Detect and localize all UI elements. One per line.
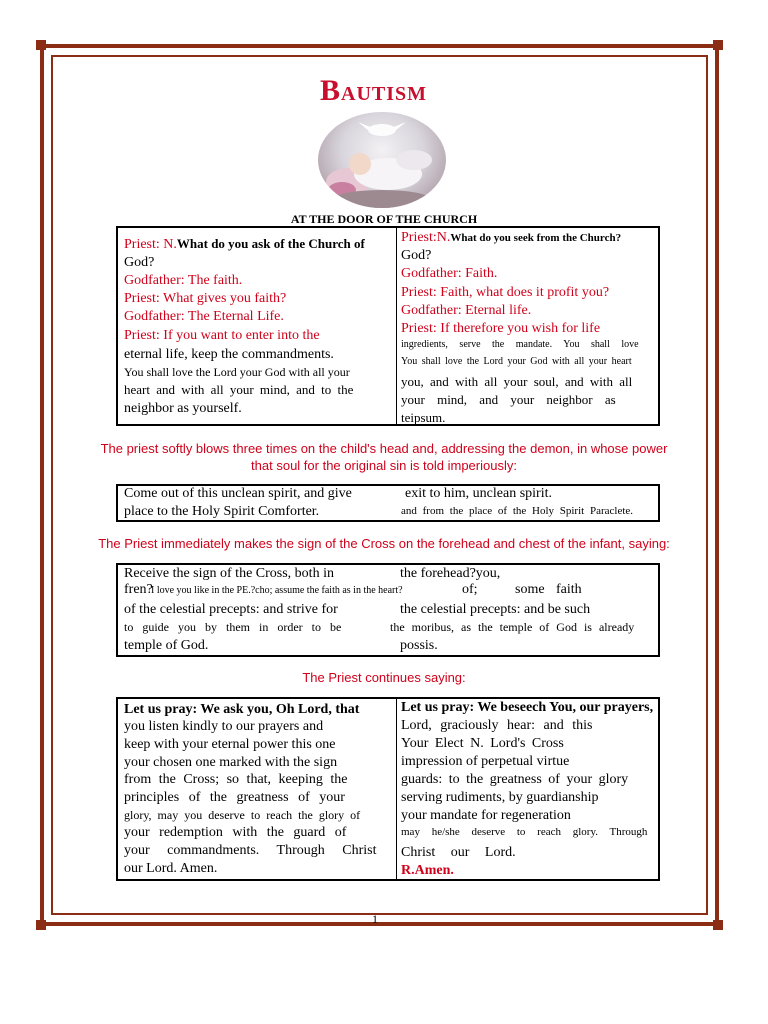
prayer-line: your commandments. Through Christ (124, 843, 377, 858)
prayer-line: our Lord. Amen. (124, 861, 218, 876)
dialogue-line: ingredients, serve the mandate. You shall love (401, 339, 639, 350)
rubric-line: The priest softly blows three times on the child's head and, addressing the demon, in whose power (100, 441, 668, 456)
exorcism-line: and from the place of the Holy Spirit Paraclete. (401, 505, 634, 517)
dialogue-line: teipsum. (401, 410, 446, 425)
cross-line: the celestial precepts: and be such (400, 602, 591, 617)
dialogue-line: Godfather: The Eternal Life. (124, 309, 284, 324)
cross-line: some (515, 582, 545, 597)
dialogue-line: neighbor as yourself. (124, 401, 242, 416)
cross-line: possis. (400, 638, 438, 653)
prayer-line: principles of the greatness of your (124, 790, 345, 805)
rubric-instruction: The Priest immediately makes the sign of the Cross on the forehead and chest of the infant, saying: (98, 536, 670, 551)
column-divider (396, 699, 397, 879)
cross-line: faith (556, 582, 582, 597)
dialogue-line: You shall love the Lord your God with all your (124, 365, 350, 379)
border-corner (713, 920, 723, 930)
cross-line: the moribus, as the temple of God is already (390, 620, 635, 634)
dialogue-line: eternal life, keep the commandments. (124, 347, 334, 362)
speaker-label: Priest: N. (124, 237, 177, 252)
title-rest: AUTISM (341, 83, 428, 105)
dialogue-line: heart and with all your mind, and to the (124, 382, 354, 397)
border-corner (36, 920, 46, 930)
prayer-line: keep with your eternal power this one (124, 737, 336, 752)
dialogue-line: your mind, and your neighbor as (401, 392, 616, 407)
prayer-line: Let us pray: We beseech You, our prayers, (401, 700, 654, 715)
dialogue-line: Priest: If you want to enter into the (124, 328, 320, 343)
rubric-instruction: The Priest continues saying: (302, 670, 466, 685)
title-initial: B (320, 74, 342, 107)
exorcism-line: exit to him, unclean spirit. (405, 486, 552, 501)
dialogue-line: Priest: If therefore you wish for life (401, 321, 601, 336)
rubric-line: that soul for the original sin is told imperiously: (251, 458, 517, 473)
page-number: 1 (372, 912, 378, 926)
prayer-line: Lord, graciously hear: and this (401, 718, 593, 733)
dialogue-line: Priest: Faith, what does it profit you? (401, 285, 610, 300)
dialogue-line: Godfather: Faith. (401, 266, 498, 281)
dialogue-line: What do you seek from the Church? (450, 232, 622, 244)
cross-line: of; (462, 582, 478, 597)
dialogue-line: you, and with all your soul, and with all (401, 374, 633, 389)
cross-line: Receive the sign of the Cross, both in (124, 566, 334, 581)
cross-line: temple of God. (124, 638, 209, 653)
prayer-line: serving rudiments, by guardianship (401, 790, 599, 805)
dialogue-line: Priest: What gives you faith? (124, 291, 287, 306)
exorcism-line: Come out of this unclean spirit, and give (124, 486, 352, 501)
speaker-label: Priest:N. (401, 230, 451, 245)
baptism-illustration (318, 112, 446, 208)
page-title (320, 74, 427, 108)
dialogue-line: God? (401, 248, 432, 263)
prayer-line: your redemption with the guard of (124, 825, 347, 840)
rubric-instruction (0, 440, 768, 474)
exorcism-line: place to the Holy Spirit Comforter. (124, 504, 320, 519)
border-corner (36, 40, 46, 50)
prayer-line: glory, may you deserve to reach the glory of (124, 808, 361, 822)
cross-line: the forehead?you, (400, 566, 501, 581)
prayer-line: may he/she deserve to reach glory. Through (401, 826, 648, 838)
prayer-line: your chosen one marked with the sign (124, 755, 338, 770)
cross-line: of the celestial precepts: and strive for (124, 602, 338, 617)
prayer-line: Your Elect N. Lord's Cross (401, 736, 564, 751)
dialogue-line: You shall love the Lord your God with all your heart (401, 356, 632, 367)
cross-line: to guide you by them in order to be (124, 620, 342, 634)
dialogue-line: What do you ask of the Church of (176, 236, 365, 251)
dialogue-line: God? (124, 255, 155, 270)
cross-line: fren? (124, 582, 153, 597)
prayer-line: your mandate for regeneration (401, 808, 571, 823)
section-heading: AT THE DOOR OF THE CHURCH (290, 212, 478, 226)
response-amen: R.Amen. (401, 863, 454, 878)
prayer-line: you listen kindly to our prayers and (124, 719, 324, 734)
baby-dove-image (318, 112, 446, 208)
column-divider (396, 228, 397, 424)
dialogue-line: Godfather: The faith. (124, 273, 243, 288)
dialogue-line: Godfather: Eternal life. (401, 303, 532, 318)
prayer-line: impression of perpetual virtue (401, 754, 570, 769)
cross-line: I love you like in the PE.?cho; assume the faith as in the heart? (151, 585, 403, 596)
prayer-line: guards: to the greatness of your glory (401, 772, 629, 787)
prayer-line: Christ our Lord. (401, 845, 516, 860)
prayer-line: Let us pray: We ask you, Oh Lord, that (124, 702, 360, 717)
border-corner (713, 40, 723, 50)
prayer-line: from the Cross; so that, keeping the (124, 772, 348, 787)
